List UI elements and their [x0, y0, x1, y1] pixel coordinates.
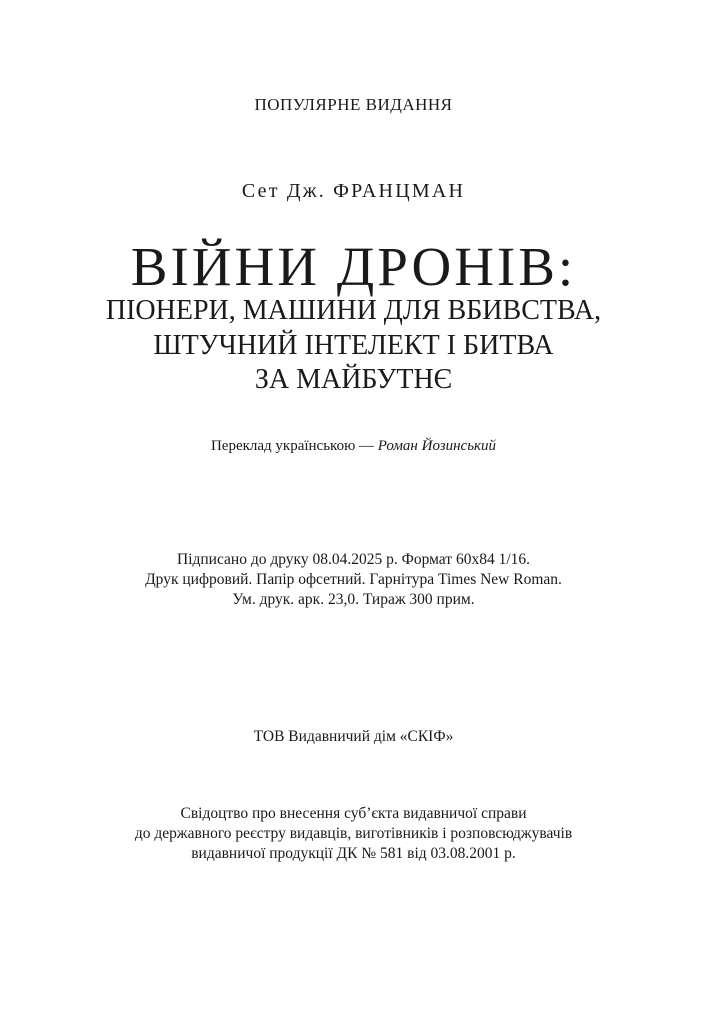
certificate-line-2: до державного реєстру видавців, виготівників і розповсюджувачів [134, 825, 573, 842]
translator-name: Роман Йозинський [377, 438, 497, 454]
book-subtitle-line-3: ЗА МАЙБУТНЄ [254, 364, 453, 395]
book-subtitle-line-1: ПІОНЕРИ, МАШИНИ ДЛЯ ВБИВСТВА, [105, 295, 602, 326]
translation-prefix: Переклад українською — [210, 438, 378, 454]
imprint-line-1: Підписано до друку 08.04.2025 р. Формат 60х84 1/16. [177, 551, 530, 568]
author-name: Сет Дж. ФРАНЦМАН [241, 180, 466, 202]
translation-credit [0, 438, 707, 455]
publisher-name: ТОВ Видавничий дім «СКІФ» [253, 728, 454, 745]
book-subtitle-line-2: ШТУЧНИЙ ІНТЕЛЕКТ І БИТВА [153, 330, 554, 361]
series-label: ПОПУЛЯРНЕ ВИДАННЯ [254, 95, 453, 114]
certificate-line-3: видавничої продукції ДК № 581 від 03.08.2001 р. [191, 845, 516, 862]
imprint-line-3: Ум. друк. арк. 23,0. Тираж 300 прим. [232, 591, 475, 608]
imprint-line-2: Друк цифровий. Папір офсетний. Гарнітура Times New Roman. [145, 571, 562, 588]
certificate-line-1: Свідоцтво про внесення суб’єкта видавничої справи [180, 805, 527, 822]
book-title: ВІЙНИ ДРОНІВ: [130, 236, 577, 297]
